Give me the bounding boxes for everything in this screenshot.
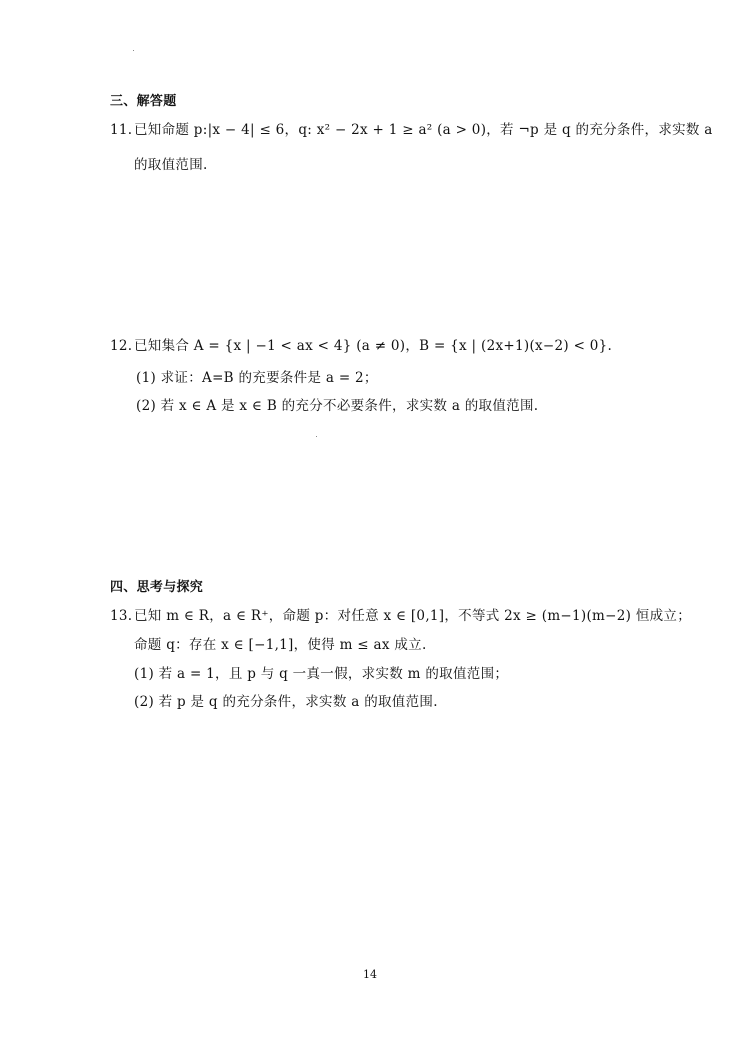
question-13-text: 已知 m ∈ R，a ∈ R⁺，命题 p：对任意 x ∈ [0,1]，不等式 2x ≥ (m−1)(m−2) 恒成立；: [134, 608, 692, 624]
question-11-number: 11.: [110, 122, 133, 138]
question-11-line-2: 的取值范围.: [134, 157, 208, 173]
question-13-number: 13.: [110, 608, 133, 624]
question-11-line-1: [110, 118, 713, 138]
question-12-part-2: (2) 若 x ∈ A 是 x ∈ B 的充分不必要条件，求实数 a 的取值范围.: [136, 398, 539, 414]
question-12-part-1: (1) 求证：A=B 的充要条件是 a = 2；: [136, 370, 378, 386]
question-12-number: 12.: [110, 338, 133, 354]
scan-speck: [316, 436, 317, 437]
question-13-line-2: 命题 q：存在 x ∈ [−1,1]，使得 m ≤ ax 成立.: [134, 637, 427, 653]
question-13-line-1: [110, 604, 691, 624]
section-3-heading: 三、解答题: [110, 94, 177, 109]
section-4-heading: 四、思考与探究: [110, 580, 204, 595]
question-13-part-1: (1) 若 a = 1，且 p 与 q 一真一假，求实数 m 的取值范围；: [134, 666, 509, 682]
question-12-stem: [110, 334, 612, 354]
question-11-text: 已知命题 p:|x − 4| ≤ 6，q: x² − 2x + 1 ≥ a² (a > 0)，若 ¬p 是 q 的充分条件，求实数 a: [134, 122, 713, 138]
question-13-part-2: (2) 若 p 是 q 的充分条件，求实数 a 的取值范围.: [134, 694, 438, 710]
scan-speck: [133, 50, 134, 51]
page-number: 14: [363, 968, 377, 981]
question-12-text: 已知集合 A = {x | −1 < ax < 4} (a ≠ 0)，B = {x | (2x+1)(x−2) < 0}.: [134, 338, 613, 354]
